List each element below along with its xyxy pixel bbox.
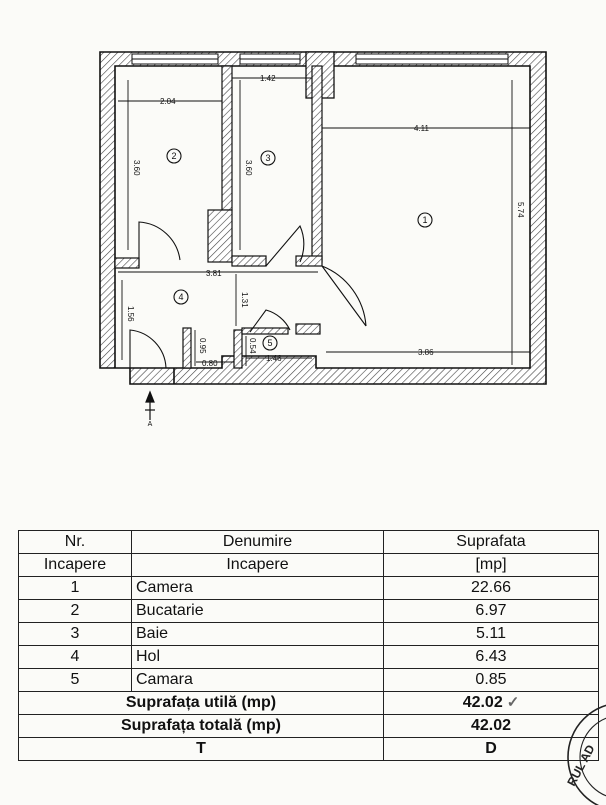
header-area: Suprafata — [384, 531, 599, 554]
row-nr: 1 — [19, 577, 132, 600]
row-nr: 4 — [19, 646, 132, 669]
room-markers — [167, 149, 432, 350]
entrance-label: A — [147, 421, 153, 428]
dimension-labels — [126, 74, 525, 368]
header-area-sub: [mp] — [384, 554, 599, 577]
header-nr: Nr. — [19, 531, 132, 554]
row-name: Hol — [132, 646, 384, 669]
header-nr-sub: Incapere — [19, 554, 132, 577]
dim-room1-bottom: 3.86 — [418, 348, 434, 357]
area-table — [18, 530, 599, 761]
dim-hall-small-width: 0.80 — [202, 359, 218, 368]
room-4-number: 4 — [178, 292, 184, 302]
dim-closet-height: 0.54 — [248, 338, 257, 354]
dim-hall-width: 3.81 — [206, 269, 222, 278]
table-row — [19, 600, 599, 623]
dim-hall-height-left: 1.56 — [126, 306, 135, 322]
table-row — [19, 577, 599, 600]
dim-room3-width: 1.42 — [260, 74, 276, 83]
header-name-sub: Incapere — [132, 554, 384, 577]
row-area: 5.11 — [384, 623, 599, 646]
dim-room1-width: 4.11 — [414, 124, 429, 133]
row-name: Baie — [132, 623, 384, 646]
row-area: 22.66 — [384, 577, 599, 600]
header-row — [19, 531, 599, 554]
row-name: Bucatarie — [132, 600, 384, 623]
row-name: Camara — [132, 669, 384, 692]
dim-room2-height: 3.60 — [132, 160, 141, 176]
dim-hall-height-mid: 1.31 — [240, 292, 249, 308]
row-area: 6.43 — [384, 646, 599, 669]
total-area-value: 42.02 — [384, 715, 599, 738]
row-area: 0.85 — [384, 669, 599, 692]
stamp-seal — [560, 695, 606, 805]
useful-area-label: Suprafața utilă (mp) — [19, 692, 384, 715]
row-nr: 3 — [19, 623, 132, 646]
table-row — [19, 669, 599, 692]
useful-area-row — [19, 692, 599, 715]
cut-off-label: T — [19, 738, 384, 761]
dim-room3-height: 3.60 — [244, 160, 253, 176]
total-area-label: Suprafața totală (mp) — [19, 715, 384, 738]
row-nr: 5 — [19, 669, 132, 692]
row-area: 6.97 — [384, 600, 599, 623]
entrance-arrow-icon — [145, 392, 155, 420]
room-2-number: 2 — [171, 151, 177, 161]
dimension-lines — [118, 78, 530, 366]
checkmark-icon: ✓ — [506, 694, 520, 711]
stamp-text: RUL AD — [564, 742, 598, 789]
header-sub-row — [19, 554, 599, 577]
room-1-number: 1 — [422, 215, 428, 225]
interior-walls — [115, 66, 322, 368]
table-row — [19, 623, 599, 646]
room-3-number: 3 — [265, 153, 271, 163]
table-row — [19, 646, 599, 669]
dim-room1-height: 5.74 — [516, 202, 525, 218]
dim-hall-small-height: 0.95 — [198, 338, 207, 354]
row-name: Camera — [132, 577, 384, 600]
cut-off-row — [19, 738, 599, 761]
cut-off-value: D — [384, 738, 599, 761]
useful-area-value: 42.02 — [462, 694, 503, 711]
dim-closet-width: 1.46 — [266, 354, 282, 363]
dim-room2-width: 2.04 — [160, 97, 176, 106]
total-area-row — [19, 715, 599, 738]
header-name: Denumire — [132, 531, 384, 554]
row-nr: 2 — [19, 600, 132, 623]
room-5-number: 5 — [267, 338, 273, 348]
